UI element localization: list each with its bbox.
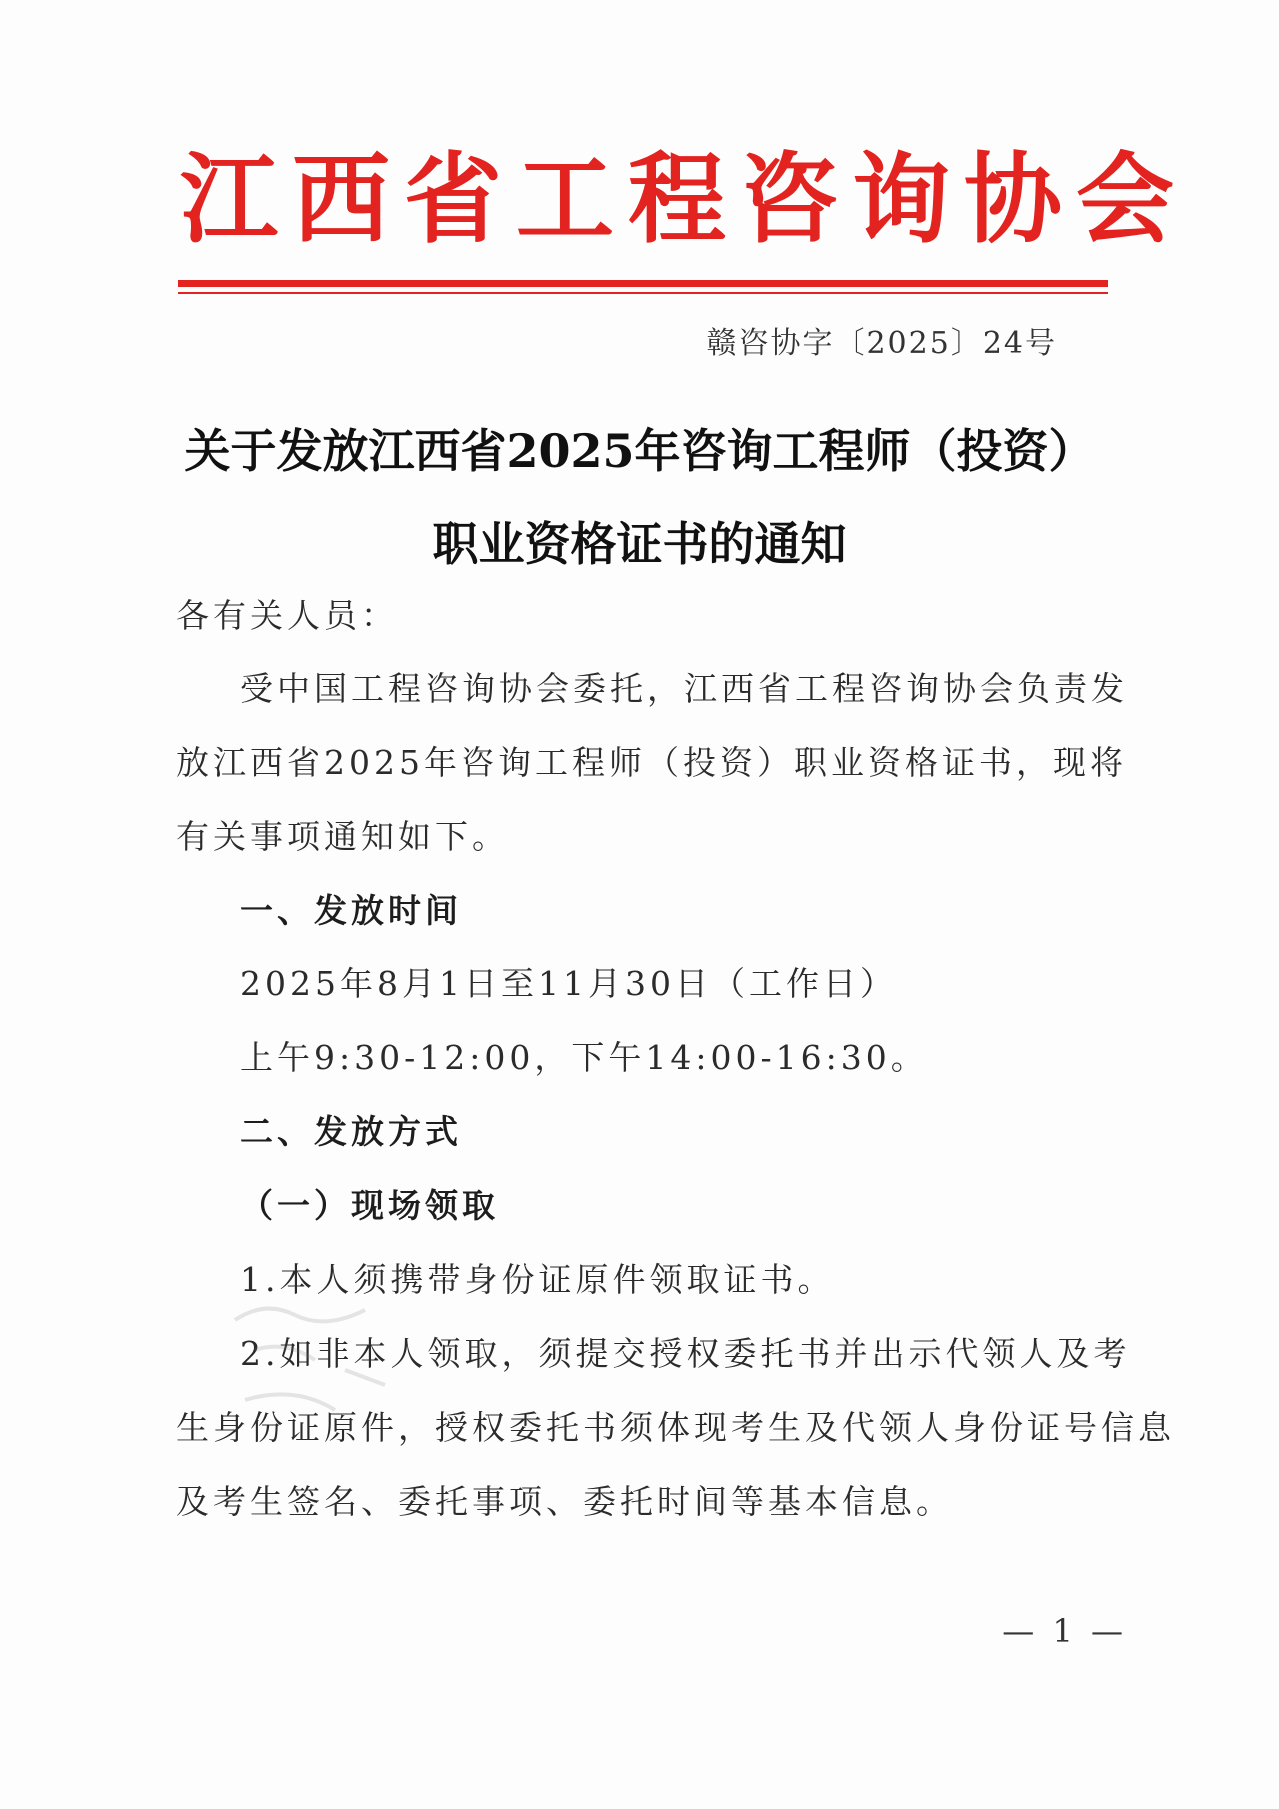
document-number: 赣咨协字〔2025〕24号 xyxy=(706,326,1057,361)
masthead-thick-rule xyxy=(178,280,1108,287)
intro-line-2: 放江西省2025年咨询工程师（投资）职业资格证书，现将 xyxy=(176,743,1127,782)
section-2-item-2-line-3: 及考生签名、委托事项、委托时间等基本信息。 xyxy=(176,1482,953,1521)
section-2-item-2-line-1: 2.如非本人领取，须提交授权委托书并出示代领人及考 xyxy=(240,1334,1131,1373)
section-2-item-1: 1.本人须携带身份证原件领取证书。 xyxy=(240,1260,835,1299)
salutation: 各有关人员： xyxy=(176,596,398,635)
notice-title-line-2: 职业资格证书的通知 xyxy=(432,517,847,571)
section-1-date-range: 2025年8月1日至11月30日（工作日） xyxy=(240,964,897,1003)
section-2-heading: 二、发放方式 xyxy=(240,1112,462,1151)
notice-title-line-1: 关于发放江西省2025年咨询工程师（投资） xyxy=(184,424,1095,478)
masthead-thin-rule xyxy=(178,292,1108,294)
section-2-sub-heading: （一）现场领取 xyxy=(240,1186,499,1225)
intro-line-3: 有关事项通知如下。 xyxy=(176,817,509,856)
intro-line-1: 受中国工程咨询协会委托，江西省工程咨询协会负责发 xyxy=(240,669,1128,708)
faint-stamp-mark-icon xyxy=(225,1290,425,1430)
section-1-hours: 上午9:30-12:00，下午14:00-16:30。 xyxy=(240,1038,928,1077)
page-number: — 1 — xyxy=(1002,1612,1127,1650)
section-1-heading: 一、发放时间 xyxy=(240,891,462,930)
section-2-item-2-line-2: 生身份证原件，授权委托书须体现考生及代领人身份证号信息 xyxy=(176,1408,1175,1447)
masthead-title: 江西省工程咨询协会 xyxy=(180,142,1189,257)
